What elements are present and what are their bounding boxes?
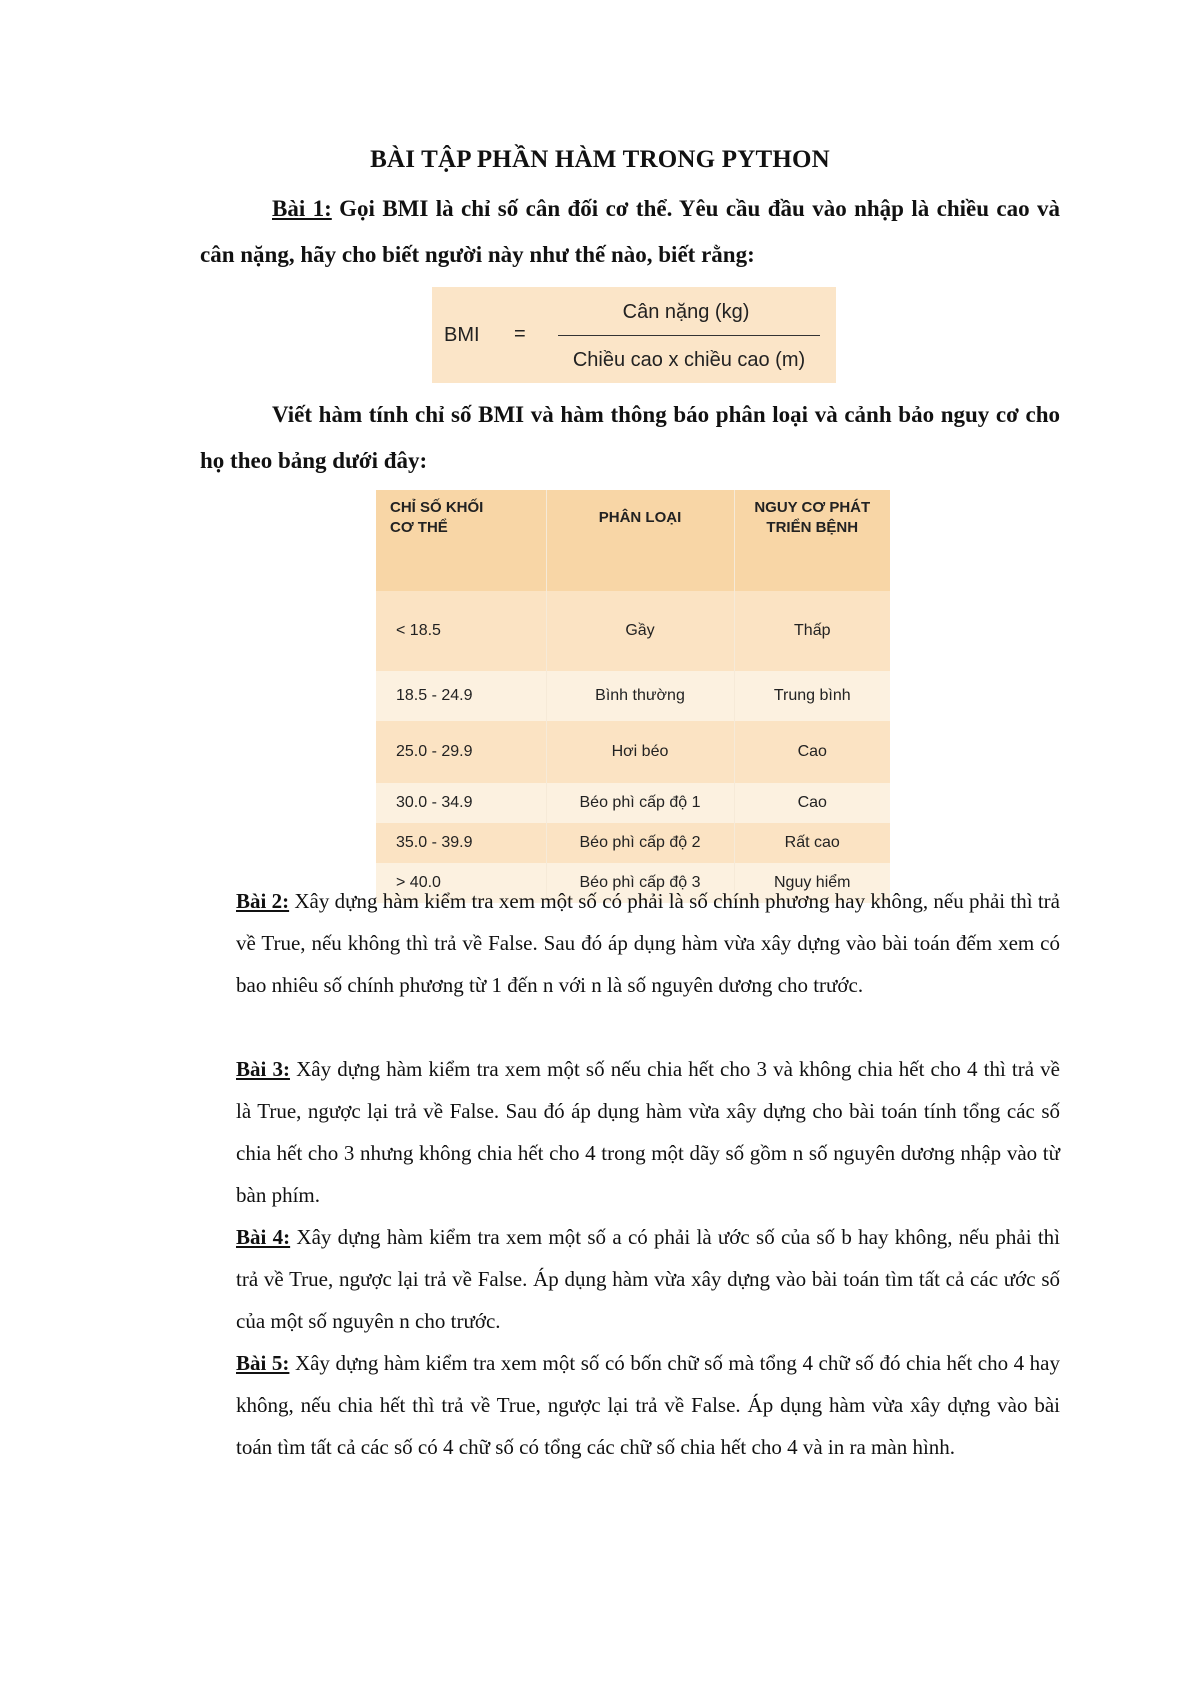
exercise-5-label: Bài 5:	[236, 1351, 290, 1375]
header-classification: PHÂN LOẠI	[546, 490, 734, 591]
exercise-1-label: Bài 1:	[272, 196, 332, 221]
exercise-4-text: Xây dựng hàm kiểm tra xem một số a có phải là ước số của số b hay không, nếu phải thì trả về True, ngược lại trả về False. Áp dụng hàm vừa xây dựng vào bài toán tìm tất cả các ước số của một số nguyên n cho trước.	[236, 1225, 1060, 1333]
exercise-4-label: Bài 4:	[236, 1225, 291, 1249]
cell-bmi-range: < 18.5	[376, 591, 546, 671]
cell-classification: Hơi béo	[546, 721, 734, 783]
cell-classification: Béo phì cấp độ 3	[546, 863, 734, 903]
header-bmi-index: CHỈ SỐ KHỐI CƠ THỂ	[376, 490, 546, 591]
cell-risk: Trung bình	[773, 687, 851, 704]
exercise-5-paragraph	[236, 1342, 1060, 1468]
exercise-3-paragraph	[236, 1048, 1060, 1216]
formula-lhs: BMI	[444, 324, 480, 346]
header-disease-risk: NGUY CƠ PHÁT TRIỂN BỆNH	[734, 490, 890, 591]
cell-risk: Cao	[797, 794, 827, 811]
table-header-row	[376, 490, 890, 591]
exercise-3-label: Bài 3:	[236, 1057, 290, 1081]
exercise-1-paragraph	[200, 186, 1060, 278]
table-row	[376, 591, 890, 671]
table-row	[376, 721, 890, 783]
bmi-classification-table	[376, 490, 890, 903]
cell-classification: Béo phì cấp độ 2	[546, 823, 734, 863]
table-row	[376, 671, 890, 721]
exercise-2-text: Xây dựng hàm kiểm tra xem một số có phải là số chính phương hay không, nếu phải thì trả về True, nếu không thì trả về False. Sau đó áp dụng hàm vừa xây dựng vào bài toán đếm xem có bao nhiêu số chính phương từ 1 đến n với n là số nguyên dương cho trước.	[236, 889, 1060, 997]
exercise-3-text: Xây dựng hàm kiểm tra xem một số nếu chia hết cho 3 và không chia hết cho 4 thì trả về là True, ngược lại trả về False. Sau đó áp dụng hàm vừa xây dựng cho bài toán tính tổng các số chia hết cho 3 nhưng không chia hết cho 4 trong một dãy số gồm n số nguyên dương nhập vào từ bàn phím.	[236, 1057, 1061, 1207]
cell-risk: Rất cao	[784, 834, 840, 851]
cell-bmi-range: 18.5 - 24.9	[376, 671, 546, 721]
cell-risk: Thấp	[794, 622, 831, 639]
cell-classification: Bình thường	[546, 671, 734, 721]
exercise-5-text: Xây dựng hàm kiểm tra xem một số có bốn chữ số mà tổng 4 chữ số đó chia hết cho 4 hay không, nếu chia hết thì trả về True, ngược lại trả về False. Áp dụng hàm vừa xây dựng vào bài toán tìm tất cả các số có 4 chữ số có tổng các chữ số chia hết cho 4 và in ra màn hình.	[236, 1351, 1060, 1459]
exercise-2-paragraph	[236, 880, 1060, 1006]
table-row	[376, 783, 890, 823]
cell-bmi-range: 35.0 - 39.9	[376, 823, 546, 863]
table-intro-paragraph	[200, 392, 1060, 484]
formula-fraction-bar	[558, 335, 820, 336]
cell-bmi-range: 25.0 - 29.9	[376, 721, 546, 783]
exercise-2-label: Bài 2:	[236, 889, 290, 913]
exercise-1-text: Gọi BMI là chỉ số cân đối cơ thể. Yêu cầu đầu vào nhập là chiều cao và cân nặng, hãy cho biết người này như thế nào, biết rằng:	[200, 196, 1061, 267]
exercise-4-paragraph	[236, 1216, 1060, 1342]
table-intro-text: Viết hàm tính chỉ số BMI và hàm thông báo phân loại và cảnh bảo nguy cơ cho họ theo bảng dưới đây:	[200, 402, 1060, 473]
table-row	[376, 823, 890, 863]
page-title: BÀI TẬP PHẦN HÀM TRONG PYTHON	[370, 146, 830, 173]
cell-bmi-range: > 40.0	[376, 863, 546, 903]
formula-numerator: Cân nặng (kg)	[622, 301, 750, 323]
cell-classification: Béo phì cấp độ 1	[546, 783, 734, 823]
cell-risk: Cao	[797, 743, 827, 760]
bmi-formula	[432, 287, 836, 383]
formula-equals: =	[514, 323, 526, 345]
cell-risk: Nguy hiểm	[774, 874, 851, 891]
cell-bmi-range: 30.0 - 34.9	[376, 783, 546, 823]
cell-classification: Gầy	[546, 591, 734, 671]
formula-denominator: Chiều cao x chiều cao (m)	[572, 349, 806, 371]
